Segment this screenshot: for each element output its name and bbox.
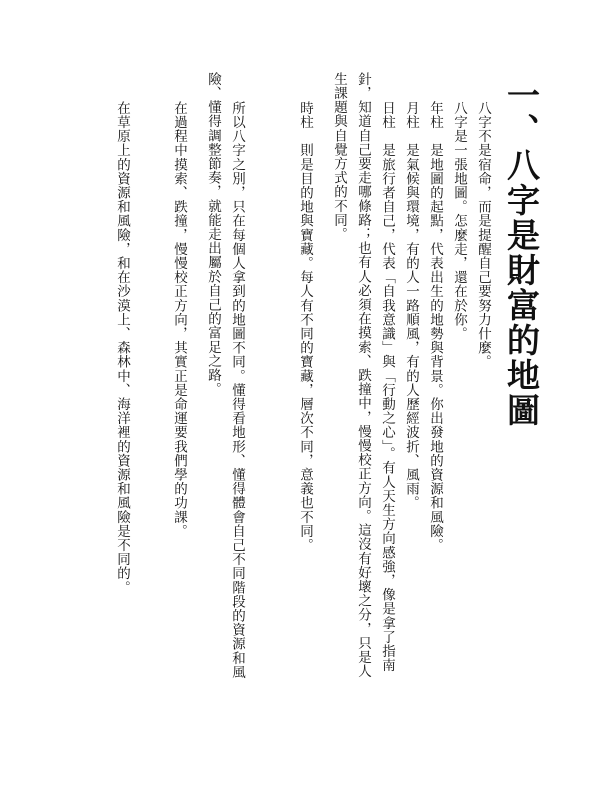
paragraph-line-1: 八字不是宿命，而是提醒自己要努力什麼。 [475,101,491,369]
paragraph-line-7: 生課題與自覺方式的不同。 [331,72,347,242]
paragraph-line-9: 所以八字之別，只在每個人拿到的地圖不同。懂得看地形、懂得體會自己不同階段的資源和風 [229,101,245,680]
paragraph-line-6: 針，知道自己要走哪條路；也有人必須在摸索、跌撞中，慢慢校正方向。這沒有好壞之分，只是人 [355,72,371,679]
paragraph-line-10: 險、懂得調整節奏，就能走出屬於自己的富足之路。 [205,72,221,397]
paragraph-line-5: 日柱 是旅行者自己，代表「自我意識」與「行動之心」。有人天生方向感強，像是拿了指南 [379,101,395,673]
paragraph-line-11: 在過程中摸索、跌撞，慢慢校正方向，其實正是命運要我們學的功課。 [171,101,187,539]
paragraph-line-12: 在草原上的資源和風險，和在沙漠上、森林中、海洋裡的資源和風險是不同的。 [114,101,130,595]
paragraph-line-2: 八字是一張地圖。怎麼走，還在於你。 [451,101,467,341]
chapter-title: 一、八字是財富的地圖 [502,78,541,428]
paragraph-line-8: 時柱 則是目的地與寶藏。每人有不同的寶藏，層次不同，意義也不同。 [297,101,313,553]
paragraph-line-3: 年柱 是地圖的起點，代表出生的地勢與背景。你出發地的資源和風險。 [427,101,443,553]
paragraph-line-4: 月柱 是氣候與環境，有的人一路順風，有的人歷經波折、風雨。 [403,101,419,510]
